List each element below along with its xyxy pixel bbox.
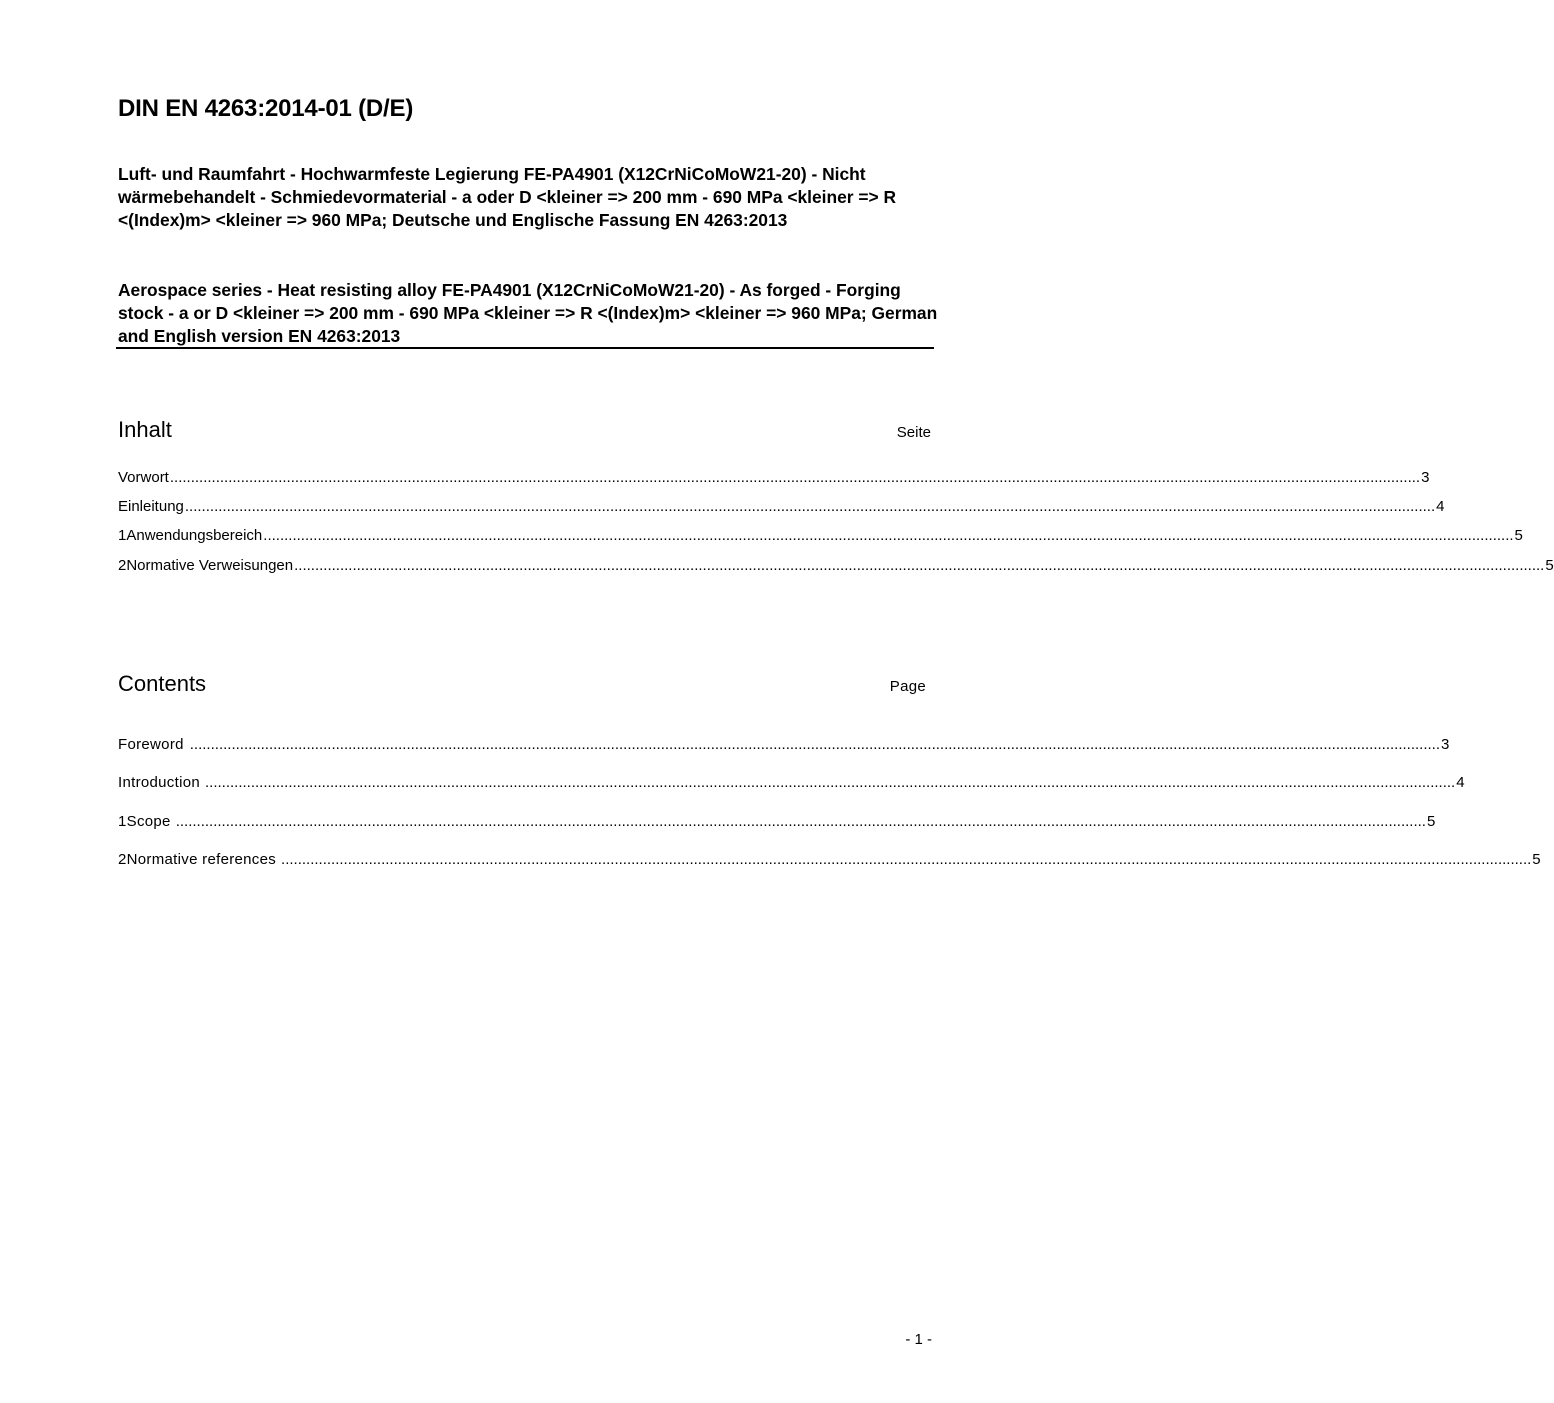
toc-entry-page: 5 (1532, 851, 1541, 868)
toc-entry-number: 2 (118, 851, 127, 868)
toc-leader-dots: ............................................................................................................................................................................................................................................................................................................ (189, 736, 1441, 753)
toc-entry-page: 3 (1421, 469, 1430, 486)
toc-entry-label: Einleitung (118, 498, 184, 515)
toc-entry-label: Anwendungsbereich (126, 527, 263, 544)
toc-entry-de-1[interactable] (118, 498, 1445, 515)
toc-entry-label: Scope (126, 813, 171, 830)
toc-entry-number: 2 (118, 557, 127, 574)
title-divider (116, 347, 934, 349)
toc-entry-page: 5 (1514, 527, 1523, 544)
toc-entry-page: 5 (1545, 557, 1554, 574)
toc-entry-number: 1 (118, 527, 127, 544)
toc-leader-dots: ............................................................................................................................................................................................................................................................................................................ (184, 498, 1436, 515)
toc-entry-en-0[interactable] (118, 736, 1450, 753)
toc-leader-dots: ............................................................................................................................................................................................................................................................................................................ (281, 851, 1532, 868)
toc-entry-de-3[interactable] (118, 557, 1554, 574)
toc-leader-dots: ............................................................................................................................................................................................................................................................................................................ (204, 774, 1456, 791)
toc-entry-page: 4 (1436, 498, 1445, 515)
toc-leader-dots: ............................................................................................................................................................................................................................................................................................................ (169, 469, 1421, 486)
subtitle-german: Luft- und Raumfahrt - Hochwarmfeste Legierung FE-PA4901 (X12CrNiCoMoW21-20) - Nicht wärmebehandelt - Schmiedevormaterial - a oder D <kleiner => 200 mm - 690 MPa <kleiner => R <(Index)m> <kleiner => 960 MPa; Deutsche und Englische Fassung EN 4263:2013 (118, 164, 897, 230)
toc-heading-german: Inhalt (118, 417, 172, 442)
toc-entry-page: 5 (1426, 813, 1436, 830)
toc-entry-en-1[interactable] (118, 774, 1465, 791)
toc-page-label-english: Page (889, 678, 926, 695)
toc-entry-de-0[interactable] (118, 469, 1430, 486)
document-title: DIN EN 4263:2014-01 (D/E) (118, 95, 414, 122)
toc-entry-label: Vorwort (118, 469, 169, 486)
toc-entry-page: 4 (1456, 774, 1465, 791)
page-number: - 1 - (905, 1331, 932, 1348)
toc-entry-label: Normative Verweisungen (126, 557, 294, 574)
toc-entry-en-3[interactable] (118, 851, 1541, 868)
toc-page-label-german: Seite (896, 424, 931, 441)
toc-leader-dots: ............................................................................................................................................................................................................................................................................................................ (175, 813, 1426, 830)
subtitle-english: Aerospace series - Heat resisting alloy FE-PA4901 (X12CrNiCoMoW21-20) - As forged - Forging stock - a or D <kleiner => 200 mm - 690 MPa <kleiner => R <(Index)m> <kleiner => 960 MPa; German and English version EN 4263:2013 (118, 280, 938, 346)
toc-entry-page: 3 (1441, 736, 1450, 753)
toc-entry-label: Foreword (118, 736, 184, 753)
toc-leader-dots: ............................................................................................................................................................................................................................................................................................................ (294, 557, 1545, 574)
toc-leader-dots: ............................................................................................................................................................................................................................................................................................................ (263, 527, 1514, 544)
toc-entry-label: Introduction (118, 774, 200, 791)
toc-entry-de-2[interactable] (118, 527, 1523, 544)
toc-entry-en-2[interactable] (118, 813, 1436, 830)
toc-entry-label: Normative references (126, 851, 277, 868)
toc-entry-number: 1 (118, 813, 127, 830)
toc-heading-english: Contents (118, 671, 207, 696)
